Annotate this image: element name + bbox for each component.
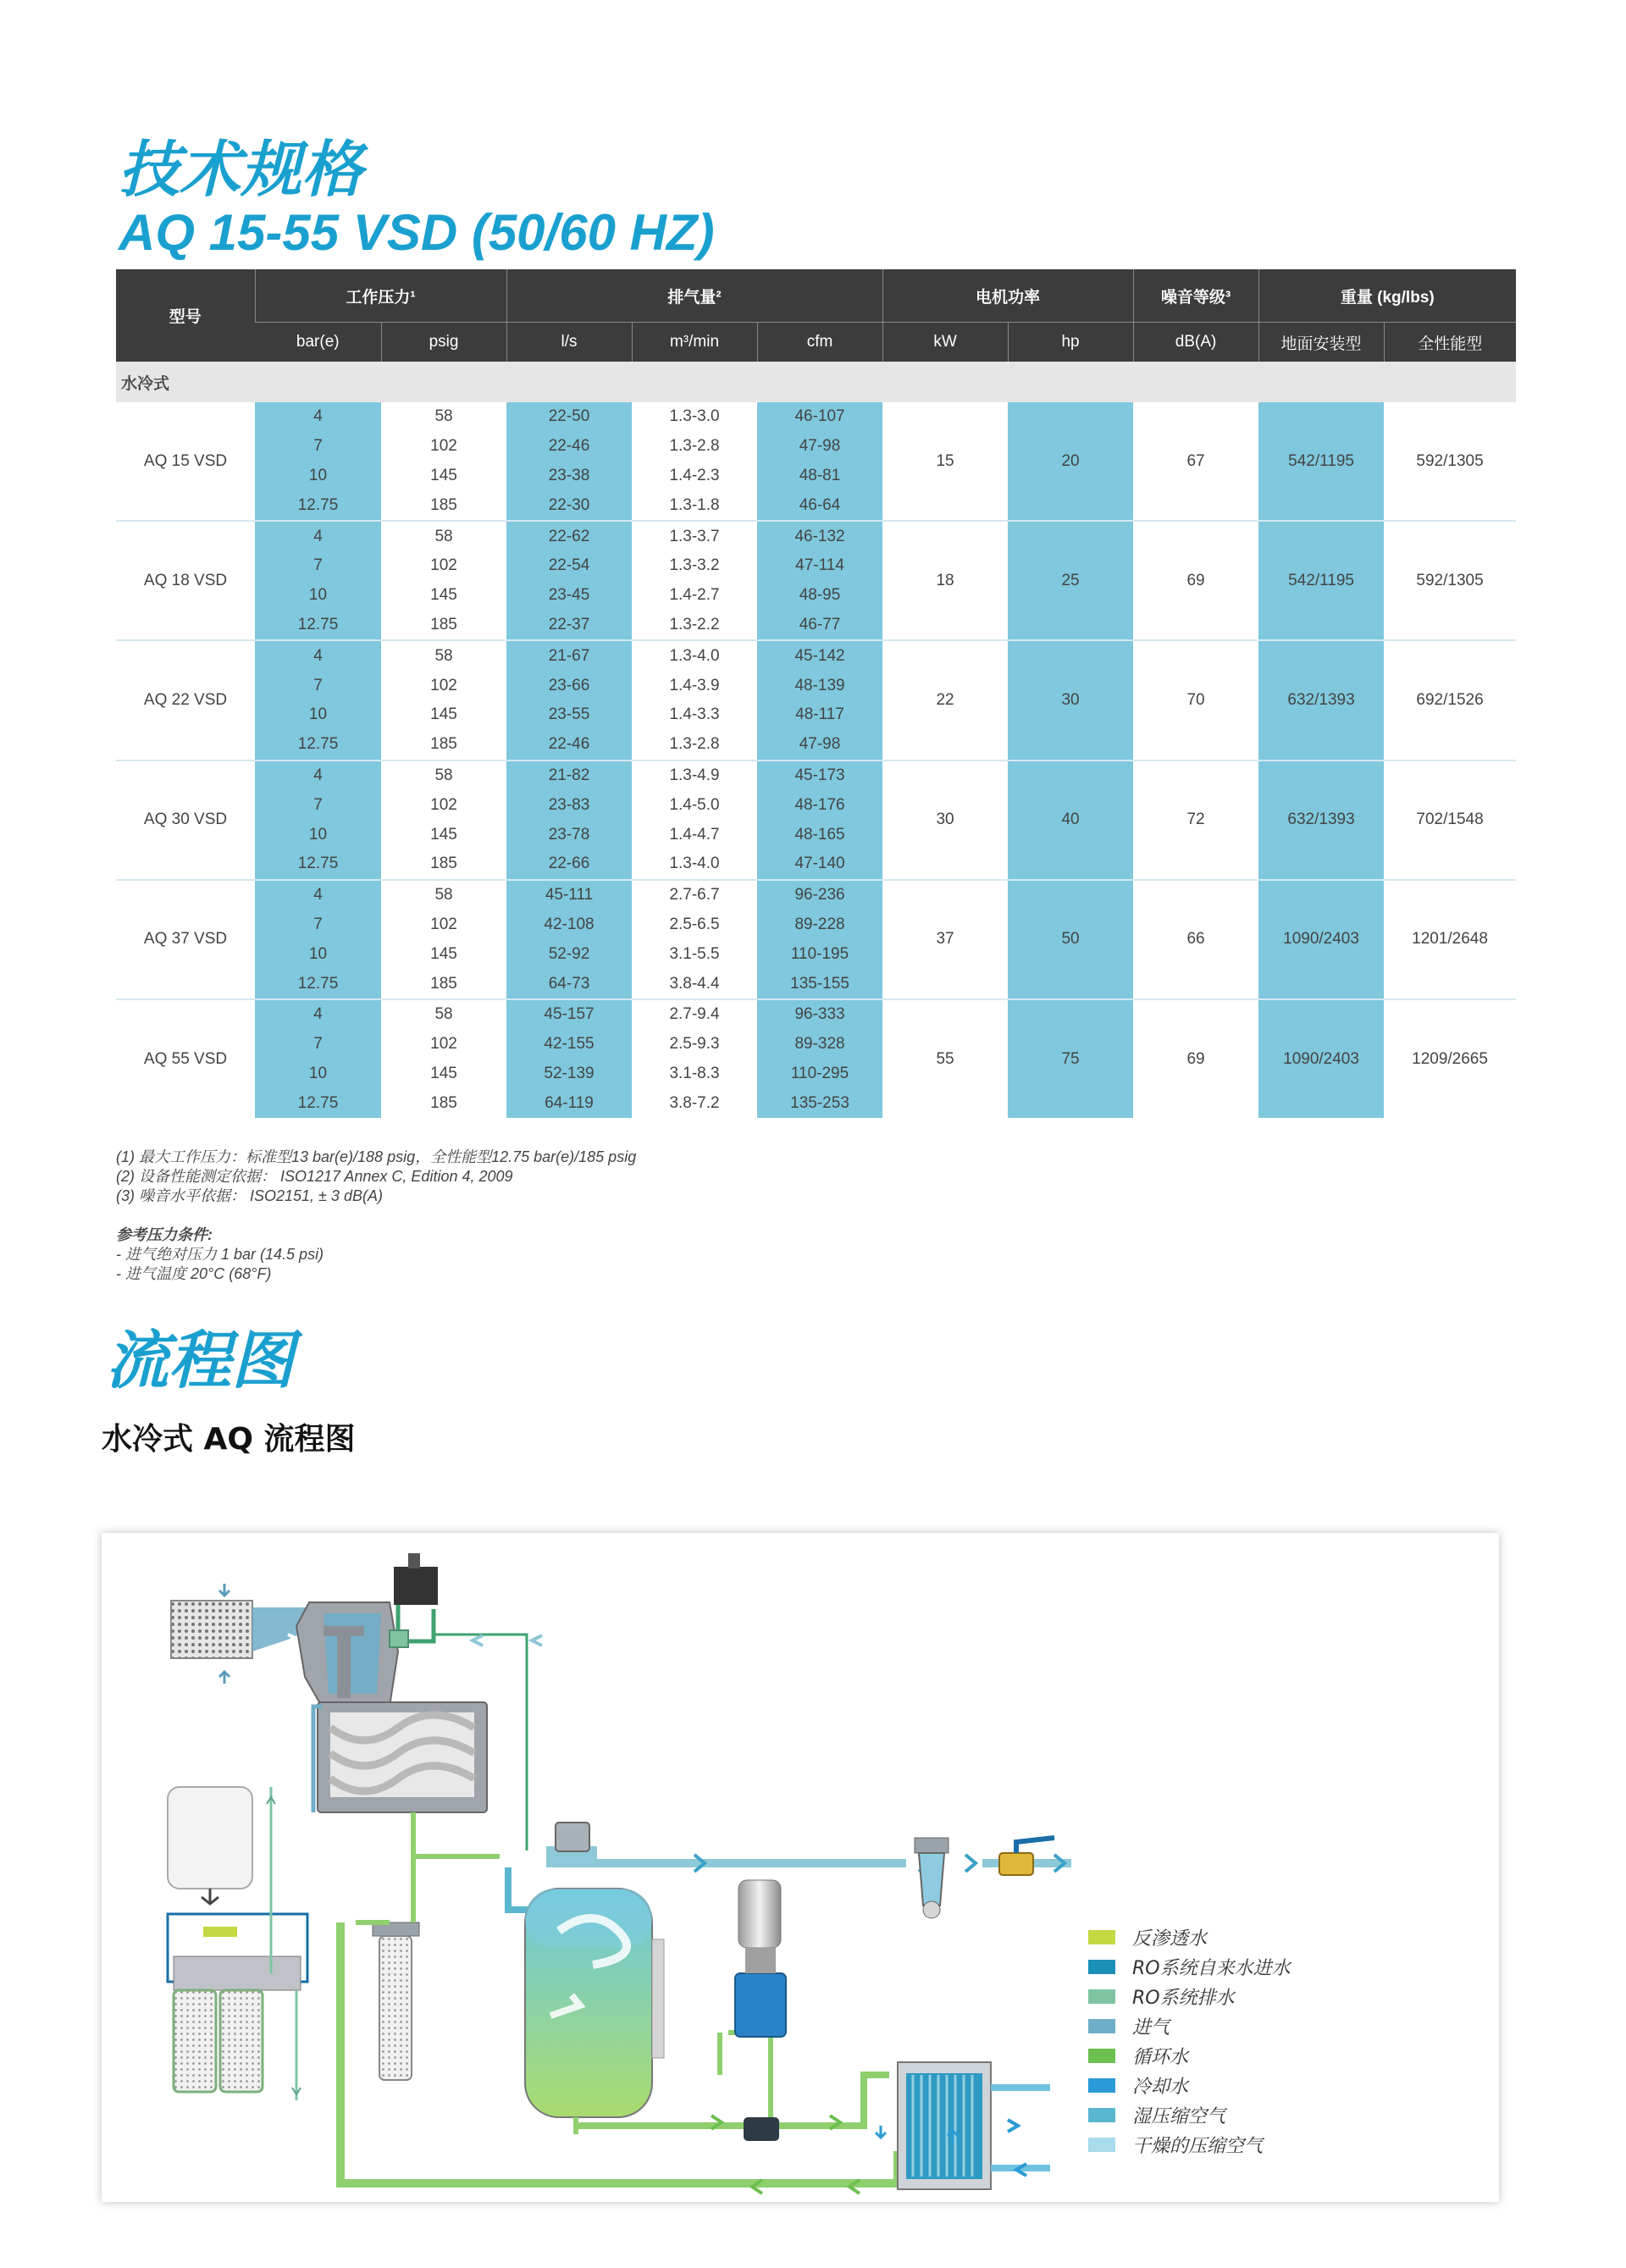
legend-swatch [1088,2108,1115,2122]
table-cell: 23-66 [506,671,632,700]
model-db: 69 [1133,521,1258,640]
table-cell: 1.4-2.3 [669,466,720,484]
table-cell: 64-119 [506,1088,632,1118]
col-psig: psig [381,323,506,362]
table-cell: 22-62 [506,521,632,551]
table-cell: 185 [430,615,457,633]
table-cell: 12.75 [255,849,381,880]
table-cell: 96-236 [757,880,882,910]
ro-system-icon [168,1787,307,2100]
water-filter-icon [373,1812,500,2080]
table-cell: 4 [255,880,381,910]
table-cell: 1.3-3.2 [669,556,720,575]
table-cell: 7 [255,551,381,581]
table-cell: 145 [430,825,457,844]
cooler-icon [876,2062,1050,2189]
table-cell: 22-50 [506,402,632,432]
table-cell: 22-30 [506,490,632,521]
legend-item [1088,2100,1291,2130]
table-cell: 1.3-3.0 [669,407,720,426]
table-cell: 1.3-4.0 [669,855,720,873]
table-cell: 1.3-2.8 [669,735,720,754]
model-hp: 25 [1008,521,1133,640]
table-cell: 1.3-2.2 [669,615,720,633]
legend-swatch [1088,2138,1115,2152]
table-row [116,761,1516,791]
model-full: 592/1305 [1416,451,1484,470]
table-cell: 58 [381,880,506,910]
model-hp: 20 [1008,402,1133,521]
table-cell: 46-64 [757,490,882,521]
legend-item [1088,1922,1291,1952]
table-cell: 185 [430,974,457,993]
table-cell: 3.1-5.5 [669,944,720,963]
model-floor: 632/1393 [1258,761,1384,880]
model-floor: 1090/2403 [1258,999,1384,1118]
ref-2: - 进气温度 20°C (68°F) [116,1265,272,1282]
model-full: 702/1548 [1384,761,1516,880]
model-full: 1201/2648 [1384,880,1516,999]
legend-item [1088,2011,1291,2041]
table-cell: 135-155 [757,969,882,999]
legend-label: 冷却水 [1132,2077,1189,2098]
table-cell: 52-92 [506,939,632,969]
table-cell: 110-295 [757,1059,882,1089]
model-full: 592/1305 [1384,521,1516,640]
table-cell: 145 [430,944,457,963]
table-cell: 58 [434,407,453,426]
table-cell: 45-142 [757,640,882,671]
table-cell: 22-54 [506,551,632,581]
model-name: AQ 15 VSD [143,451,228,470]
table-cell: 64-73 [506,969,632,999]
table-cell: 2.5-6.5 [669,915,720,933]
legend-swatch [1088,2019,1115,2033]
model-hp: 50 [1008,880,1133,999]
table-cell: 10 [255,700,381,730]
table-cell: 46-132 [757,521,882,551]
model-kw: 22 [882,640,1008,760]
table-cell: 1.3-4.9 [632,761,757,791]
table-cell: 48-165 [757,820,882,849]
flow-legend [1088,1922,1291,2160]
table-cell: 46-107 [757,402,882,432]
table-cell: 145 [430,466,457,484]
table-cell: 48-139 [757,671,882,700]
model-name: AQ 30 VSD [116,761,255,880]
table-cell: 47-98 [757,730,882,761]
col-noise: 噪音等级³ [1133,269,1258,323]
table-cell: 10 [255,820,381,849]
col-db: dB(A) [1133,323,1258,362]
table-cell: 3.8-4.4 [669,974,720,993]
table-cell: 23-38 [506,462,632,491]
model-hp: 40 [1008,761,1133,880]
table-cell: 145 [430,705,457,724]
table-cell: 102 [430,556,457,575]
table-cell: 22-66 [506,849,632,880]
table-cell: 21-67 [506,640,632,671]
air-filter-icon [171,1584,313,1684]
table-cell: 48-176 [757,790,882,820]
col-model: 型号 [116,269,255,362]
table-cell: 145 [430,1064,457,1082]
table-cell: 1.3-2.8 [669,437,720,456]
col-kw: kW [882,323,1008,362]
model-kw: 55 [882,999,1008,1118]
model-name: AQ 22 VSD [116,640,255,760]
table-cell: 4 [255,402,381,432]
table-cell: 1.3-3.7 [632,521,757,551]
col-power: 电机功率 [882,269,1133,323]
table-cell: 45-157 [506,999,632,1030]
legend-label: RO系统排水 [1132,1988,1235,2009]
table-cell: 89-328 [757,1030,882,1059]
table-cell: 102 [430,1035,457,1054]
model-db: 70 [1133,640,1258,760]
model-db: 67 [1186,451,1205,470]
table-cell: 42-108 [506,910,632,940]
table-cell: 58 [381,640,506,671]
model-full: 1209/2665 [1384,999,1516,1118]
table-cell: 4 [255,640,381,671]
table-cell: 4 [255,999,381,1030]
table-cell: 47-114 [757,551,882,581]
table-cell: 23-55 [506,700,632,730]
model-floor: 632/1393 [1258,640,1384,760]
table-cell: 58 [381,521,506,551]
table-cell: 102 [430,795,457,814]
legend-label: 进气 [1132,2017,1170,2038]
table-cell: 2.7-9.4 [632,999,757,1030]
table-cell: 1.4-5.0 [669,795,720,814]
legend-item [1088,2130,1291,2160]
table-cell: 1.4-3.3 [669,705,720,724]
col-floor: 地面安装型 [1258,323,1384,362]
table-cell: 185 [430,1093,457,1112]
table-cell: 58 [381,999,506,1030]
legend-swatch [1088,2049,1115,2063]
table-cell: 7 [255,671,381,700]
table-cell: 135-253 [757,1088,882,1118]
col-ls: l/s [506,323,632,362]
model-db: 66 [1133,880,1258,999]
table-cell: 21-82 [506,761,632,791]
table-cell: 48-95 [757,581,882,611]
table-cell: 1.3-1.8 [669,495,720,514]
table-cell: 12.75 [255,969,381,999]
table-cell: 47-140 [757,849,882,880]
table-cell: 89-228 [757,910,882,940]
col-bar: bar(e) [255,323,381,362]
legend-swatch [1088,1930,1115,1944]
model-db: 72 [1133,761,1258,880]
model-floor: 542/1195 [1258,521,1384,640]
table-cell: 10 [255,462,381,491]
model-kw: 18 [882,521,1008,640]
table-cell: 4 [255,761,381,791]
line-filter-icon [915,1838,948,1918]
model-kw: 15 [936,451,954,470]
table-cell: 1.4-2.7 [669,586,720,605]
table-cell: 102 [430,676,457,694]
note-3: (3) 噪音水平依据： ISO2151, ± 3 dB(A) [116,1187,383,1204]
flow-diagram [102,1533,1499,2202]
table-cell: 12.75 [255,611,381,641]
legend-swatch [1088,2078,1115,2093]
table-cell: 3.1-8.3 [669,1064,720,1082]
col-hp: hp [1008,323,1133,362]
legend-label: 循环水 [1132,2047,1189,2068]
table-cell: 96-333 [757,999,882,1030]
separator-vessel-icon [508,1823,664,2134]
legend-item [1088,1982,1291,2011]
model-floor: 1090/2403 [1258,880,1384,999]
table-cell: 52-139 [506,1059,632,1089]
table-cell: 46-77 [757,611,882,641]
table-cell: 45-111 [506,880,632,910]
table-row [116,880,1516,910]
ref-title: 参考压力条件: [116,1226,213,1243]
table-cell: 145 [430,586,457,605]
page-title: 技术规格 [119,134,363,205]
table-cell: 7 [255,790,381,820]
note-1: (1) 最大工作压力：标准型13 bar(e)/188 psig，全性能型12.75 bar(e)/185 psig [116,1148,637,1165]
legend-swatch [1088,1960,1115,1974]
table-cell: 23-45 [506,581,632,611]
table-cell: 1.4-4.7 [669,825,720,844]
table-cell: 185 [430,855,457,873]
table-cell: 2.7-6.7 [632,880,757,910]
table-cell: 102 [430,437,457,456]
col-weight: 重量 (kg/lbs) [1258,269,1516,323]
model-name: AQ 18 VSD [116,521,255,640]
col-fad: 排气量² [506,269,882,323]
model-kw: 30 [882,761,1008,880]
table-cell: 10 [255,939,381,969]
table-cell: 47-98 [757,432,882,462]
table-cell: 1.3-4.0 [632,640,757,671]
table-cell: 23-83 [506,790,632,820]
model-name: AQ 37 VSD [116,880,255,999]
table-cell: 58 [381,761,506,791]
ref-1: - 进气绝对压力 1 bar (14.5 psi) [116,1246,324,1263]
table-cell: 12.75 [255,490,381,521]
model-db: 69 [1133,999,1258,1118]
footnotes [116,1148,636,1284]
table-cell: 3.8-7.2 [669,1093,720,1112]
table-cell: 7 [255,910,381,940]
col-full: 全性能型 [1384,323,1516,362]
table-cell: 23-78 [506,820,632,849]
table-cell: 12.75 [255,730,381,761]
col-m3: m³/min [632,323,757,362]
table-cell: 48-117 [757,700,882,730]
col-pressure: 工作压力¹ [255,269,506,323]
table-cell: 110-195 [757,939,882,969]
col-cfm: cfm [757,323,882,362]
flow-subtitle: 水冷式 AQ 流程图 [102,1422,356,1457]
table-cell: 22-46 [506,432,632,462]
ball-valve-icon [999,1838,1054,1875]
table-row [116,402,1516,432]
legend-label: 反渗透水 [1132,1928,1208,1950]
pump-motor-icon [735,1880,786,2141]
note-2: (2) 设备性能测定依据： ISO1217 Annex C, Edition 4, 2009 [116,1168,513,1185]
model-hp: 75 [1008,999,1133,1118]
model-floor: 542/1195 [1258,402,1384,521]
legend-item [1088,2071,1291,2100]
table-cell: 4 [255,521,381,551]
table-row [116,999,1516,1030]
legend-item [1088,1952,1291,1982]
page-subtitle: AQ 15-55 VSD (50/60 HZ) [119,204,715,261]
legend-label: RO系统自来水进水 [1132,1958,1291,1979]
table-cell: 7 [255,1030,381,1059]
table-cell: 42-155 [506,1030,632,1059]
table-cell: 45-173 [757,761,882,791]
model-kw: 37 [882,880,1008,999]
table-cell: 102 [430,915,457,933]
table-cell: 10 [255,581,381,611]
model-name: AQ 55 VSD [116,999,255,1118]
section-label: 水冷式 [116,362,1516,402]
compressor-element-icon [296,1553,487,1812]
legend-item [1088,2041,1291,2071]
table-cell: 7 [255,432,381,462]
table-cell: 1.4-3.9 [669,676,720,694]
table-cell: 12.75 [255,1088,381,1118]
model-hp: 30 [1008,640,1133,760]
table-cell: 185 [430,735,457,754]
table-row [116,521,1516,551]
legend-label: 湿压缩空气 [1132,2106,1226,2127]
spec-table [116,269,1516,1118]
table-cell: 22-46 [506,730,632,761]
legend-label: 干燥的压缩空气 [1132,2136,1264,2157]
table-cell: 22-37 [506,611,632,641]
legend-swatch [1088,1989,1115,2004]
model-full: 692/1526 [1384,640,1516,760]
flow-title: 流程图 [106,1325,294,1397]
table-cell: 10 [255,1059,381,1089]
table-cell: 48-81 [757,462,882,491]
table-cell: 185 [430,495,457,514]
table-cell: 2.5-9.3 [669,1035,720,1054]
table-row [116,640,1516,671]
